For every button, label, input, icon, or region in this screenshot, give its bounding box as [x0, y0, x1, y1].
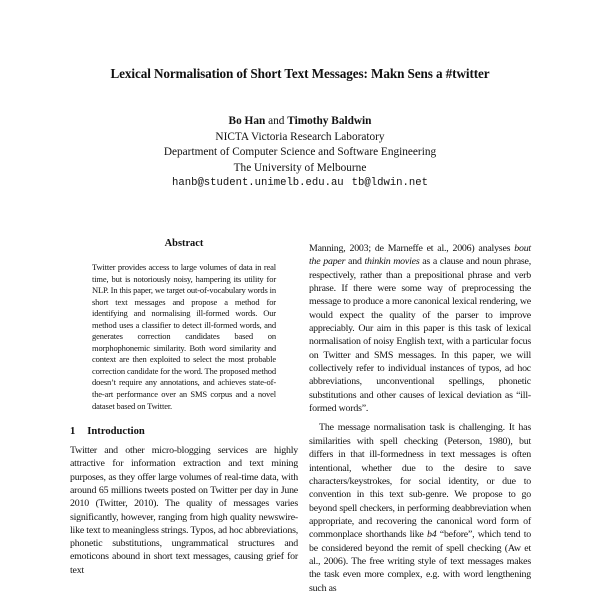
- example-phrase: thinkin movies: [364, 256, 420, 268]
- paper-title: Lexical Normalisation of Short Text Messages: Makn Sens a #twitter: [110, 66, 490, 81]
- author-block: [0, 114, 600, 192]
- author-name: Bo Han: [228, 115, 266, 127]
- affiliation-line: The University of Melbourne: [233, 161, 367, 174]
- author-conjunction: and: [268, 115, 285, 127]
- right-column: [309, 242, 531, 595]
- introduction-paragraph: Twitter and other micro-blogging services are highly attractive for information extraction and text mining purposes, as they offer large volumes of real-time data, with around 65 millions tweets posted on Twitter per day in June 2010 (Twitter, 2010). The quality of messages varies significantly, however, ranging from high quality newswire-like text to meaningless strings. Typos, ad hoc abbreviations, phonetic substitutions, ungrammatical structures and emoticons abound in short text messages, causing grief for text: [70, 445, 298, 576]
- section-number: 1: [70, 426, 76, 438]
- body-paragraph: Manning, 2003; de Marneffe et al., 2006) analyses bout the paper and thinkin movies as a clause and noun phrase, respectively, rather than a prepositional phrase and verb phrase. If there were some way of preprocessing the message to produce a more canonical lexical rendering, we would expect the quality of the parser to improve appreciably. Our aim in this paper is this task of lexical normalisation of noisy English text, with a particular focus on Twitter and SMS messages. In this paper, we will collectively refer to individual instances of typos, ad hoc abbreviations, unconventional spellings, phonetic substitutions and other causes of lexical deviation as “ill-formed words”.: [309, 243, 531, 415]
- section-title: Introduction: [87, 426, 145, 438]
- author-name: Timothy Baldwin: [287, 115, 372, 127]
- author-email: tb@ldwin.net: [351, 177, 428, 189]
- affiliation-line: NICTA Victoria Research Laboratory: [215, 130, 385, 143]
- body-paragraph: The message normalisation task is challenging. It has similarities with spell checking (Peterson, 1980), but differs in that ill-formedness in text messages is often intentional, whether due to the desire to save characters/keystrokes, for social identity, or due to convention in this text sub-genre. We propose to go beyond spell checkers, in performing deabbreviation when appropriate, and recovering the canonical word form of commonplace shorthands like b4 “before”, which tend to be considered beyond the remit of spell checking (Aw et al., 2006). The free writing style of text messages makes the task even more complex, e.g. with word lengthening such as: [309, 422, 531, 594]
- author-names: [0, 114, 600, 130]
- example-phrase: bout the paper: [309, 243, 531, 268]
- affiliation-line: Department of Computer Science and Software Engineering: [163, 146, 437, 158]
- abstract-heading: Abstract: [164, 238, 204, 249]
- author-email: hanb@student.unimelb.edu.au: [172, 177, 344, 189]
- abstract-text: Twitter provides access to large volumes of data in real time, but is notoriously noisy, hampering its utility for NLP. In this paper, we target out-of-vocabulary words in short text messages and propose a method for identifying and normalising ill-formed words. Our method uses a classifier to detect ill-formed words, and generates correction candidates based on morphophonemic similarity. Both word similarity and context are then exploited to select the most probable correction candidate for the word. The proposed method doesn’t require any annotations, and achieves state-of-the-art performance over an SMS corpus and a novel dataset based on Twitter.: [92, 262, 276, 411]
- section-heading: [70, 426, 298, 437]
- example-word: b4: [426, 529, 437, 541]
- author-emails: [0, 176, 600, 192]
- left-column: [70, 238, 298, 577]
